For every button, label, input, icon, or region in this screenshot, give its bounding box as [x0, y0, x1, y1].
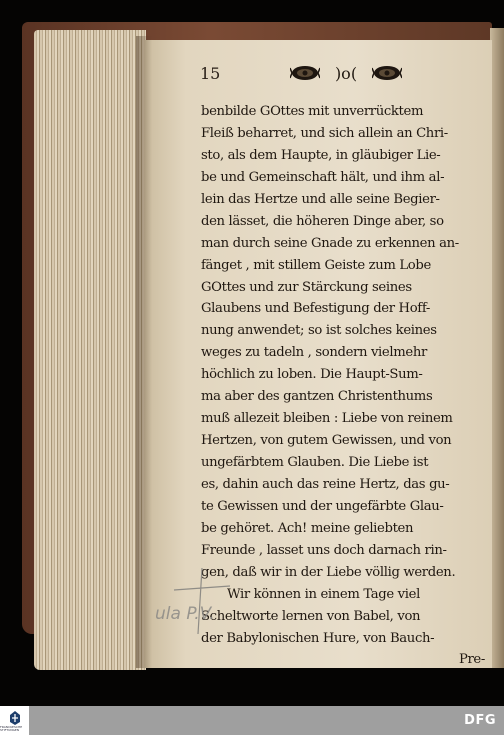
text-line: Scheltworte lernen von Babel, von [201, 608, 421, 624]
text-line: lein das Hertze und alle seine Begier- [201, 191, 440, 207]
body-text [201, 101, 485, 671]
pencil-annotation: ula P.V. [155, 604, 215, 624]
catchword: Pre- [458, 652, 485, 668]
text-line: Wir können in einem Tage viel [227, 586, 420, 602]
page-number: 15 [200, 64, 221, 83]
text-line: nung anwendet; so ist solches keines [201, 323, 437, 339]
pencil-cross-mark-icon [172, 566, 232, 636]
header-ornament [290, 62, 402, 84]
text-line: Glaubens und Befestigung der Hoff- [201, 301, 430, 317]
text-line: sto, als dem Haupte, in gläubiger Lie- [201, 147, 441, 163]
text-line: den lässet, die höheren Dinge aber, so [201, 213, 444, 229]
ornament-flower-right-icon [372, 64, 402, 82]
text-line: ungefärbtem Glauben. Die Liebe ist [201, 455, 429, 470]
text-line: fänget , mit stillem Geiste zum Lobe [201, 257, 431, 273]
logo-caption: FRANCKESCHE STIFTUNGEN [0, 724, 23, 732]
text-line: es, dahin auch das reine Hertz, das gu- [201, 476, 450, 492]
footer-bar [0, 706, 504, 735]
text-line: höchlich zu loben. Die Haupt-Sum- [201, 367, 423, 383]
text-line: Freunde , lasset uns doch darnach rin- [201, 542, 447, 558]
text-line: GOttes und zur Stärckung seines [201, 279, 412, 295]
text-line: be gehöret. Ach! meine geliebten [201, 520, 414, 536]
dfg-logo[interactable]: DFG [464, 713, 496, 728]
institution-emblem-icon [8, 710, 22, 726]
ornament-flower-left-icon [290, 64, 320, 82]
page-right-edge [490, 28, 504, 668]
text-line: be und Gemeinschaft hält, und ihm al- [201, 169, 445, 185]
text-line: benbilde GOttes mit unverrücktem [201, 104, 424, 119]
text-line: Hertzen, von gutem Gewissen, und von [201, 433, 452, 449]
ornament-center: )o( [334, 63, 358, 83]
text-line: man durch seine Gnade zu erkennen an- [201, 235, 459, 251]
gutter-shadow [136, 36, 152, 668]
text-line: muß allezeit bleiben : Liebe von reinem [201, 411, 453, 427]
franckesche-stiftungen-logo[interactable] [0, 706, 29, 735]
text-line: ma aber des gantzen Christenthums [201, 389, 433, 405]
text-line: Fleiß beharret, und sich allein an Chri- [201, 125, 448, 141]
text-line: gen, daß wir in der Liebe völlig werden. [201, 564, 456, 580]
text-line: weges zu tadeln , sondern vielmehr [201, 345, 427, 361]
text-line: te Gewissen und der ungefärbte Glau- [201, 498, 444, 514]
page-stack-edge [34, 30, 146, 670]
text-line: der Babylonischen Hure, von Bauch- [201, 630, 435, 646]
